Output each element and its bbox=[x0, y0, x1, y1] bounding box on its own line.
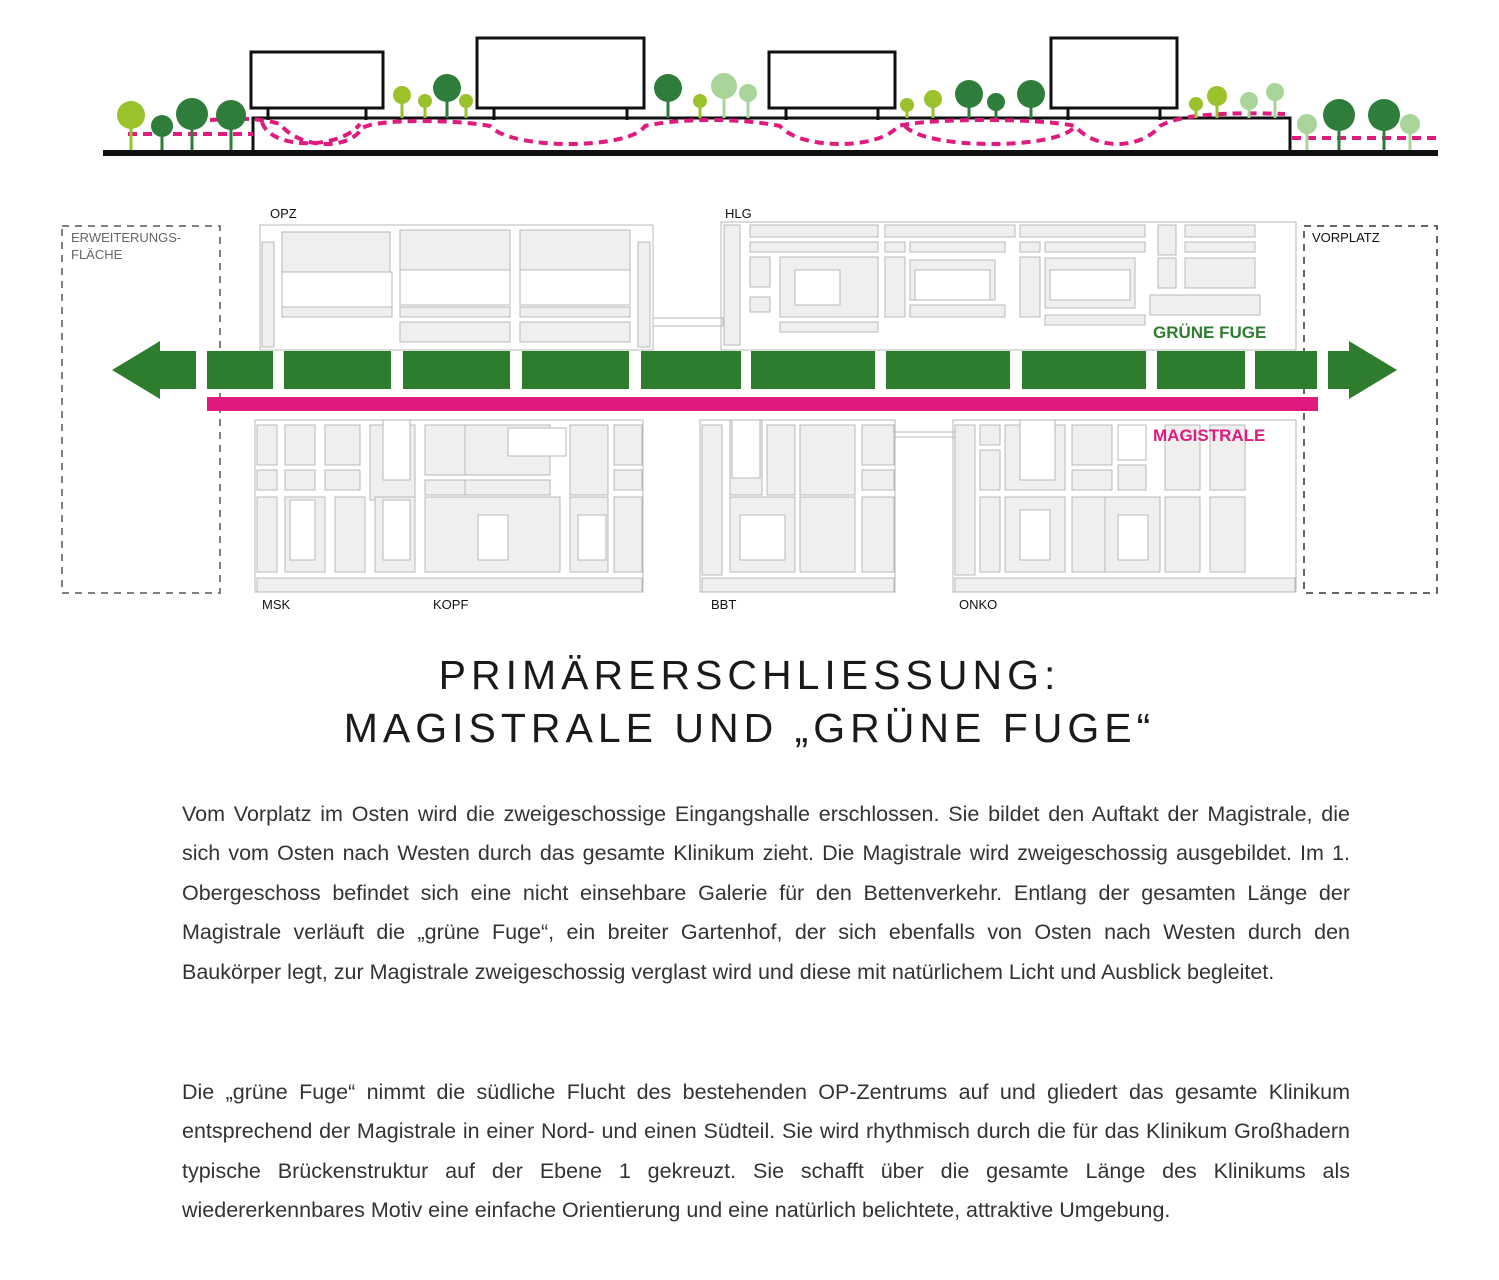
section-building-2 bbox=[477, 38, 644, 120]
body-paragraph-2: Die „grüne Fuge“ nimmt die südliche Flucht des bestehenden OP-Zentrums auf und gliedert das gesamte Klinikum entsprechend der Magistrale in einer Nord- und einen Südteil. Sie wird rhythmisch durch die für das Klinikum Großhadern typische Brückenstruktur auf der Ebene 1 gekreuzt. Sie schafft über die gesamte Länge des Klinikums als wiedererkennbares Motiv eine einfache Orientierung und eine natürlich belichtete, attraktive Umgebung. bbox=[182, 1080, 1350, 1223]
erweiterungsflaeche-boundary bbox=[62, 226, 220, 593]
label-hlg: HLG bbox=[725, 206, 752, 221]
tree-icon bbox=[418, 94, 432, 118]
tree-icon bbox=[693, 94, 707, 118]
tree-icon bbox=[433, 74, 461, 118]
tree-icon bbox=[1368, 99, 1400, 150]
label-erweiterung-line1: ERWEITERUNGS- bbox=[71, 230, 182, 245]
section-circulation-lower bbox=[262, 122, 1075, 144]
vorplatz-boundary bbox=[1304, 226, 1437, 593]
tree-icon bbox=[900, 98, 914, 118]
section-building-3 bbox=[769, 52, 895, 120]
label-bbt: BBT bbox=[711, 597, 737, 612]
tree-icon bbox=[176, 98, 208, 150]
label-onko: ONKO bbox=[959, 597, 998, 612]
tree-icon bbox=[1297, 114, 1317, 150]
tree-icon bbox=[739, 84, 757, 118]
tree-icon bbox=[1400, 114, 1420, 150]
label-opz: OPZ bbox=[270, 206, 297, 221]
label-msk: MSK bbox=[262, 597, 291, 612]
body-paragraph-1: Vom Vorplatz im Osten wird die zweigeschossige Eingangshalle erschlossen. Sie bildet den Auftakt der Magistrale, die sich vom Osten nach Westen durch das gesamte Klinikum zieht. Die Magistrale wird zweigeschossig ausgebildet. Im 1. Obergeschoss befindet sich eine nicht einsehbare Galerie für den Bettenverkehr. Entlang der gesamten Länge der Magistrale verläuft die „grüne Fuge“, ein breiter Gartenhof, der sich ebenfalls von Osten nach Westen durch den Baukörper legt, zur Magistrale zweigeschossig verglast wird und diese mit natürlichem Licht und Ausblick begleitet. bbox=[182, 802, 1350, 984]
plan-view bbox=[62, 206, 1437, 612]
tree-icon bbox=[654, 74, 682, 118]
magistrale-bar bbox=[207, 397, 1318, 411]
tree-icon bbox=[393, 86, 411, 118]
ground-line bbox=[103, 150, 1438, 156]
arrow-right-icon bbox=[1328, 341, 1397, 399]
tree-icon bbox=[987, 93, 1005, 118]
label-kopf: KOPF bbox=[433, 597, 469, 612]
tree-icon bbox=[117, 101, 145, 150]
label-vorplatz: VORPLATZ bbox=[1312, 230, 1380, 245]
tree-icon bbox=[459, 94, 473, 118]
arrow-left-icon bbox=[112, 341, 196, 399]
section-building-1 bbox=[251, 52, 383, 120]
tree-icon bbox=[1323, 99, 1355, 150]
tree-icon bbox=[216, 100, 246, 150]
tree-icon bbox=[955, 80, 983, 118]
label-erweiterung-line2: FLÄCHE bbox=[71, 247, 123, 262]
page-title-line1: PRIMÄRERSCHLIESSUNG: bbox=[438, 652, 1061, 698]
section-view bbox=[103, 38, 1438, 156]
tree-icon bbox=[711, 73, 737, 118]
label-gruene-fuge: GRÜNE FUGE bbox=[1153, 323, 1267, 342]
label-magistrale: MAGISTRALE bbox=[1153, 426, 1266, 445]
tree-icon bbox=[1017, 80, 1045, 118]
tree-icon bbox=[151, 115, 173, 150]
page-title-line2: MAGISTRALE UND „GRÜNE FUGE“ bbox=[343, 705, 1156, 751]
section-building-4 bbox=[1051, 38, 1177, 120]
tree-icon bbox=[924, 90, 942, 118]
